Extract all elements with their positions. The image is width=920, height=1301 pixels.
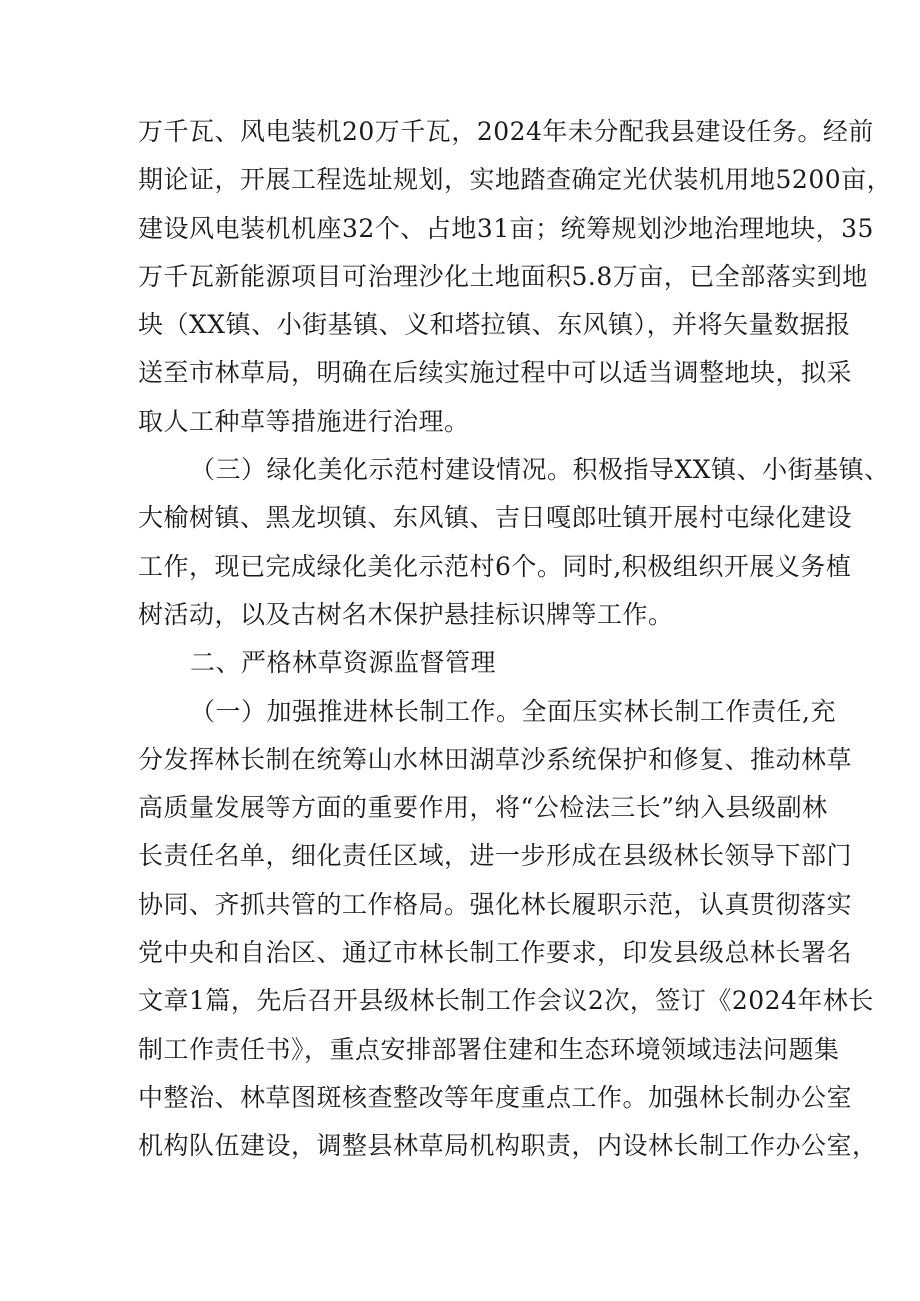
text-line: 送至市林草局，明确在后续实施过程中可以适当调整地块，拟采: [138, 358, 853, 388]
text-line: 大榆树镇、黑龙坝镇、东风镇、吉日嘎郎吐镇开展村屯绿化建设: [138, 503, 853, 533]
document-body: [138, 108, 893, 1171]
text-line: 取人工种草等措施进行治理。: [138, 406, 470, 436]
text-line: 期论证，开展工程选址规划，实地踏查确定光伏装机用地5200亩，: [138, 165, 893, 195]
text-line: 高质量发展等方面的重要作用，将“公检法三长”纳入县级副林: [138, 793, 828, 823]
section-heading: [138, 639, 798, 687]
text-line: 分发挥林长制在统筹山水林田湖草沙系统保护和修复、推动林草: [138, 744, 853, 774]
text-line: 制工作责任书》，重点安排部署住建和生态环境领域违法问题集: [138, 1034, 840, 1064]
text-line: （三）绿化美化示范村建设情况。积极指导XX镇、小街基镇、: [190, 455, 890, 485]
text-line: 建设风电装机机座32个、占地31亩；统筹规划沙地治理地块，35: [138, 213, 874, 243]
text-line: 协同、齐抓共管的工作格局。强化林长履职示范，认真贯彻落实: [138, 889, 853, 919]
text-line: （一）加强推进林长制工作。全面压实林长制工作责任,充: [190, 696, 836, 726]
paragraph-continued: [138, 108, 893, 446]
paragraph-greening-villages: [138, 446, 890, 639]
text-line: 万千瓦新能源项目可治理沙化土地面积5.8万亩，已全部落实到地: [138, 261, 868, 291]
text-line: 块（XX镇、小街基镇、义和塔拉镇、东风镇），并将矢量数据报: [138, 310, 851, 340]
text-line: 长责任名单，细化责任区域，进一步形成在县级林长领导下部门: [138, 841, 853, 871]
text-line: 党中央和自治区、通辽市林长制工作要求，印发县级总林长署名: [138, 938, 853, 968]
text-line: 树活动，以及古树名木保护悬挂标识牌等工作。: [138, 599, 674, 629]
text-line: 工作，现已完成绿化美化示范村6个。同时,积极组织开展义务植: [138, 551, 852, 581]
text-line: 中整治、林草图斑核查整改等年度重点工作。加强林长制办公室: [138, 1082, 853, 1112]
heading-line: 二、严格林草资源监督管理: [190, 648, 497, 678]
text-line: 机构队伍建设，调整县林草局机构职责，内设林长制工作办公室，: [138, 1131, 878, 1161]
paragraph-forest-chief-system: [138, 688, 878, 1171]
text-line: 文章1篇，先后召开县级林长制工作会议2次，签订《2024年林长: [138, 986, 874, 1016]
text-line: 万千瓦、风电装机20万千瓦，2024年未分配我县建设任务。经前: [138, 117, 874, 146]
